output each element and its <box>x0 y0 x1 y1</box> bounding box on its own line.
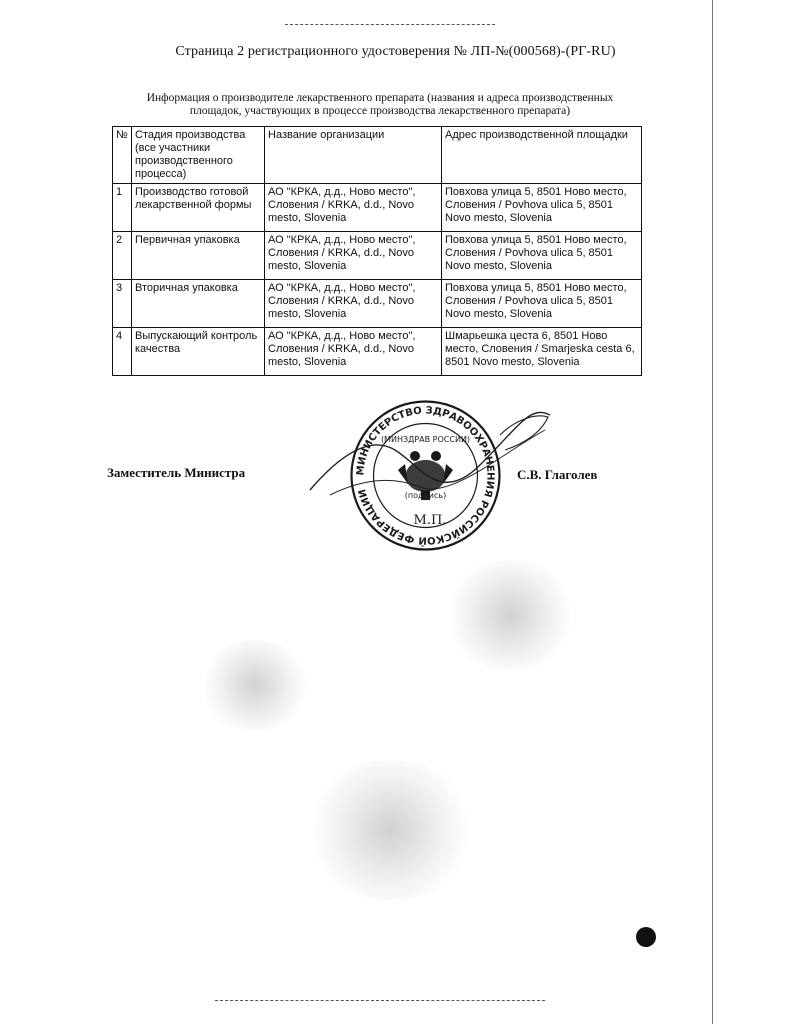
seal-signature-label: (подпись) <box>404 491 447 500</box>
scan-noise <box>300 760 480 900</box>
cell-num: 2 <box>113 232 132 280</box>
cell-org: АО "КРКА, д.д., Ново место", Словения / KRKA, d.d., Novo mesto, Slovenia <box>265 232 442 280</box>
scan-right-edge <box>712 0 713 1024</box>
cell-stage: Выпускающий контроль качества <box>132 328 265 376</box>
cell-stage: Первичная упаковка <box>132 232 265 280</box>
cell-address: Повхова улица 5, 8501 Ново место, Словения / Povhova ulica 5, 8501 Novo mesto, Slovenia <box>442 280 642 328</box>
cell-address: Повхова улица 5, 8501 Ново место, Словения / Povhova ulica 5, 8501 Novo mesto, Slovenia <box>442 232 642 280</box>
scan-noise <box>195 640 315 730</box>
cell-stage: Вторичная упаковка <box>132 280 265 328</box>
scan-top-rule <box>285 24 495 25</box>
cell-org: АО "КРКА, д.д., Ново место", Словения / KRKA, d.d., Novo mesto, Slovenia <box>265 184 442 232</box>
production-sites-table <box>112 126 642 376</box>
seal-inner-text: (МИНЗДРАВ РОССИИ) <box>380 435 471 444</box>
header-num: № <box>113 127 132 184</box>
intro-line-1: Информация о производителе лекарственного препарата (названия и адреса производственных <box>146 92 614 104</box>
cell-address: Шмарьешка цеста 6, 8501 Ново место, Словения / Smarjeska cesta 6, 8501 Novo mesto, Slovenia <box>442 328 642 376</box>
scan-noise <box>440 560 580 670</box>
intro-paragraph <box>120 92 640 118</box>
header-org: Название организации <box>265 127 442 184</box>
table-row <box>113 184 642 232</box>
seal-ring-text: МИНИСТЕРСТВО ЗДРАВООХРАНЕНИЯ РОССИЙСКОЙ ФЕДЕРАЦИИ <box>355 405 496 546</box>
page-title: Страница 2 регистрационного удостоверения № ЛП-№(000568)-(РГ-RU) <box>175 44 616 59</box>
cell-org: АО "КРКА, д.д., Ново место", Словения / KRKA, d.d., Novo mesto, Slovenia <box>265 280 442 328</box>
cell-stage: Производство готовой лекарственной формы <box>132 184 265 232</box>
signer-name: С.В. Глаголев <box>517 467 598 482</box>
cell-num: 1 <box>113 184 132 232</box>
signer-title: Заместитель Министра <box>107 465 246 480</box>
cell-org: АО "КРКА, д.д., Ново место", Словения / KRKA, d.d., Novo mesto, Slovenia <box>265 328 442 376</box>
intro-line-2: площадок, участвующих в процессе производства лекарственного препарата) <box>189 105 571 117</box>
official-seal <box>348 398 503 553</box>
cell-address: Повхова улица 5, 8501 Ново место, Словения / Povhova ulica 5, 8501 Novo mesto, Slovenia <box>442 184 642 232</box>
header-stage: Стадия производства (все участники производственного процесса) <box>132 127 265 184</box>
header-address: Адрес производственной площадки <box>442 127 642 184</box>
table-header-row <box>113 127 642 184</box>
scan-bottom-rule <box>215 1000 545 1001</box>
table-row <box>113 328 642 376</box>
cell-num: 3 <box>113 280 132 328</box>
punch-hole-mark <box>636 927 656 947</box>
table-row <box>113 280 642 328</box>
seal-mp-label: М.П. <box>413 513 447 528</box>
table-row <box>113 232 642 280</box>
cell-num: 4 <box>113 328 132 376</box>
